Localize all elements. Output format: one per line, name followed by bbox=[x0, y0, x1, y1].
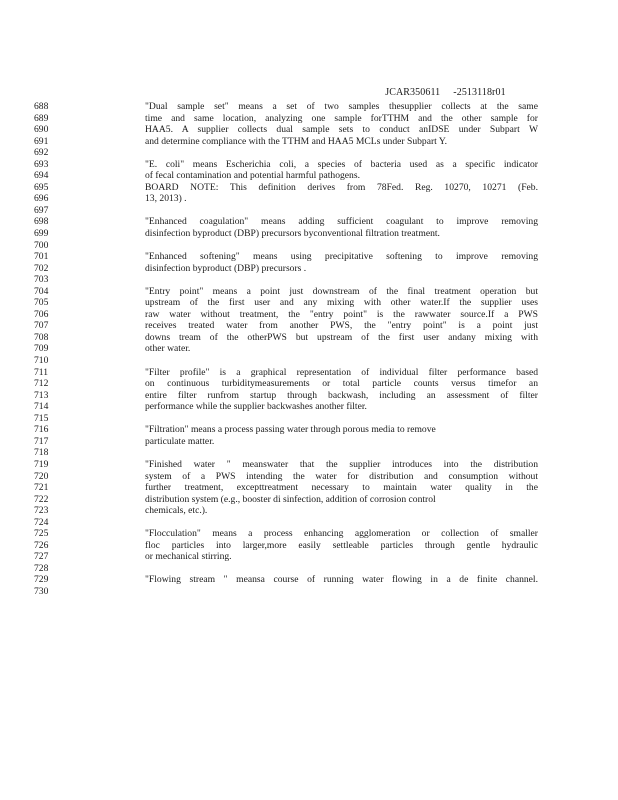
line-number: 706 bbox=[34, 308, 49, 320]
line-text: 13, 2013) . bbox=[145, 193, 187, 205]
line-text: "Flowing stream " meansa course of running water flowing in a de finite channel. bbox=[145, 574, 538, 586]
text-line bbox=[0, 263, 618, 275]
line-number: 710 bbox=[34, 355, 49, 367]
line-text: disinfection byproduct (DBP) precursors byconventional filtration treatment. bbox=[145, 228, 440, 240]
text-line bbox=[0, 586, 618, 598]
text-line bbox=[0, 274, 618, 286]
line-number: 699 bbox=[34, 228, 49, 240]
text-line bbox=[0, 355, 618, 367]
line-number: 704 bbox=[34, 285, 49, 297]
line-text: performance while the supplier backwashes another filter. bbox=[145, 401, 367, 413]
line-number: 694 bbox=[34, 170, 49, 182]
line-number: 689 bbox=[34, 112, 49, 124]
line-text: "Flocculation" means a process enhancing agglomeration or collection of smaller bbox=[145, 528, 538, 540]
line-number: 709 bbox=[34, 343, 49, 355]
line-text: particulate matter. bbox=[145, 435, 215, 447]
document-header bbox=[380, 76, 506, 98]
line-text: "Filter profile" is a graphical representation of individual filter performance based bbox=[145, 366, 538, 378]
line-number: 721 bbox=[34, 482, 49, 494]
line-text: other water. bbox=[145, 343, 191, 355]
line-text: "Filtration" means a process passing water through porous media to remove bbox=[145, 424, 436, 436]
text-line bbox=[0, 240, 618, 252]
line-text: upstream of the first user and any mixing with other water.If the supplier uses bbox=[145, 297, 538, 309]
line-text: further treatment, excepttreatment necessary to maintain water quality in the bbox=[145, 482, 538, 494]
document-version: -2513118r01 bbox=[453, 87, 506, 98]
line-text: HAA5. A supplier collects dual sample sets to conduct anIDSE under Subpart W bbox=[145, 124, 538, 136]
text-line bbox=[0, 459, 618, 471]
line-number: 725 bbox=[34, 528, 49, 540]
line-number: 720 bbox=[34, 470, 49, 482]
line-number: 711 bbox=[34, 366, 49, 378]
line-number: 718 bbox=[34, 447, 49, 459]
line-number: 723 bbox=[34, 505, 49, 517]
line-text: "Finished water " meanswater that the supplier introduces into the distribution bbox=[145, 458, 538, 470]
text-line bbox=[0, 251, 618, 263]
line-text: entire filter runfrom startup through backwash, including an assessment of filter bbox=[145, 389, 538, 401]
line-text: and determine compliance with the TTHM and HAA5 MCLs under Subpart Y. bbox=[145, 135, 447, 147]
line-text: "Enhanced softening" means using precipitative softening to improve removing bbox=[145, 251, 538, 263]
line-number: 728 bbox=[34, 562, 49, 574]
text-line bbox=[0, 540, 618, 552]
line-number: 702 bbox=[34, 262, 49, 274]
line-number: 698 bbox=[34, 216, 49, 228]
text-line bbox=[0, 193, 618, 205]
line-number: 717 bbox=[34, 435, 49, 447]
text-line bbox=[0, 551, 618, 563]
line-text: "E. coli" means Escherichia coli, a species of bacteria used as a specific indicator bbox=[145, 158, 538, 170]
line-number: 715 bbox=[34, 412, 49, 424]
line-number: 722 bbox=[34, 493, 49, 505]
line-number: 727 bbox=[34, 551, 49, 563]
text-line bbox=[0, 367, 618, 379]
line-number: 692 bbox=[34, 147, 49, 159]
text-line bbox=[0, 124, 618, 136]
line-text: "Entry point" means a point just downstream of the final treatment operation but bbox=[145, 285, 538, 297]
text-line bbox=[0, 401, 618, 413]
line-number: 701 bbox=[34, 251, 49, 263]
line-number: 714 bbox=[34, 401, 49, 413]
line-number: 705 bbox=[34, 297, 49, 309]
text-line bbox=[0, 205, 618, 217]
text-line bbox=[0, 216, 618, 228]
line-number: 688 bbox=[34, 101, 49, 112]
text-line bbox=[0, 101, 618, 113]
text-line bbox=[0, 471, 618, 483]
line-number: 713 bbox=[34, 389, 49, 401]
line-number: 724 bbox=[34, 516, 49, 528]
line-text: "Dual sample set" means a set of two samples thesupplier collects at the same bbox=[145, 101, 538, 112]
line-text: downs tream of the otherPWS but upstream of the first user andany mixing with bbox=[145, 331, 538, 343]
line-text: of fecal contamination and potential harmful pathogens. bbox=[145, 170, 360, 182]
text-line bbox=[0, 378, 618, 390]
line-text: floc particles into larger,more easily settleable particles through gentle hydraulic bbox=[145, 539, 538, 551]
line-text: chemicals, etc.). bbox=[145, 505, 208, 517]
line-number: 716 bbox=[34, 424, 49, 436]
text-line bbox=[0, 286, 618, 298]
line-number: 695 bbox=[34, 181, 49, 193]
text-line bbox=[0, 447, 618, 459]
line-text: time and same location, analyzing one sample forTTHM and the other sample for bbox=[145, 112, 538, 124]
line-text: distribution system (e.g., booster di sinfection, addition of corrosion control bbox=[145, 493, 436, 505]
text-line bbox=[0, 343, 618, 355]
text-line bbox=[0, 113, 618, 125]
line-text: on continuous turbiditymeasurements or total particle counts versus timefor an bbox=[145, 378, 538, 390]
text-line bbox=[0, 436, 618, 448]
line-text: or mechanical stirring. bbox=[145, 551, 232, 563]
line-number: 697 bbox=[34, 204, 49, 216]
line-text: "Enhanced coagulation" means adding sufficient coagulant to improve removing bbox=[145, 216, 538, 228]
text-line bbox=[0, 228, 618, 240]
line-number: 712 bbox=[34, 378, 49, 390]
text-line bbox=[0, 320, 618, 332]
line-text: raw water without treatment, the "entry point" is the rawwater source.If a PWS bbox=[145, 308, 538, 320]
line-number: 719 bbox=[34, 458, 49, 470]
line-number: 691 bbox=[34, 135, 49, 147]
text-line bbox=[0, 147, 618, 159]
text-line bbox=[0, 297, 618, 309]
text-line bbox=[0, 424, 618, 436]
text-line bbox=[0, 390, 618, 402]
text-line bbox=[0, 159, 618, 171]
line-number: 693 bbox=[34, 158, 49, 170]
text-line bbox=[0, 574, 618, 586]
line-number: 726 bbox=[34, 539, 49, 551]
line-number: 696 bbox=[34, 193, 49, 205]
line-text: disinfection byproduct (DBP) precursors . bbox=[145, 262, 307, 274]
line-text: receives treated water from another PWS, the "entry point" is a point just bbox=[145, 320, 538, 332]
line-number: 708 bbox=[34, 331, 49, 343]
text-line bbox=[0, 494, 618, 506]
document-id: JCAR350611 bbox=[385, 87, 441, 98]
line-number: 730 bbox=[34, 585, 49, 597]
text-line bbox=[0, 505, 618, 517]
line-number: 690 bbox=[34, 124, 49, 136]
line-number: 707 bbox=[34, 320, 49, 332]
text-line bbox=[0, 563, 618, 575]
text-line bbox=[0, 528, 618, 540]
line-text: system of a PWS intending the water for distribution and consumption without bbox=[145, 470, 538, 482]
text-line bbox=[0, 136, 618, 148]
line-number: 700 bbox=[34, 239, 49, 251]
text-line bbox=[0, 182, 618, 194]
document-body bbox=[0, 101, 618, 598]
text-line bbox=[0, 170, 618, 182]
text-line bbox=[0, 413, 618, 425]
line-number: 729 bbox=[34, 574, 49, 586]
line-text: BOARD NOTE: This definition derives from 78Fed. Reg. 10270, 10271 (Feb. bbox=[145, 181, 538, 193]
text-line bbox=[0, 332, 618, 344]
text-line bbox=[0, 309, 618, 321]
line-number: 703 bbox=[34, 274, 49, 286]
text-line bbox=[0, 482, 618, 494]
text-line bbox=[0, 517, 618, 529]
